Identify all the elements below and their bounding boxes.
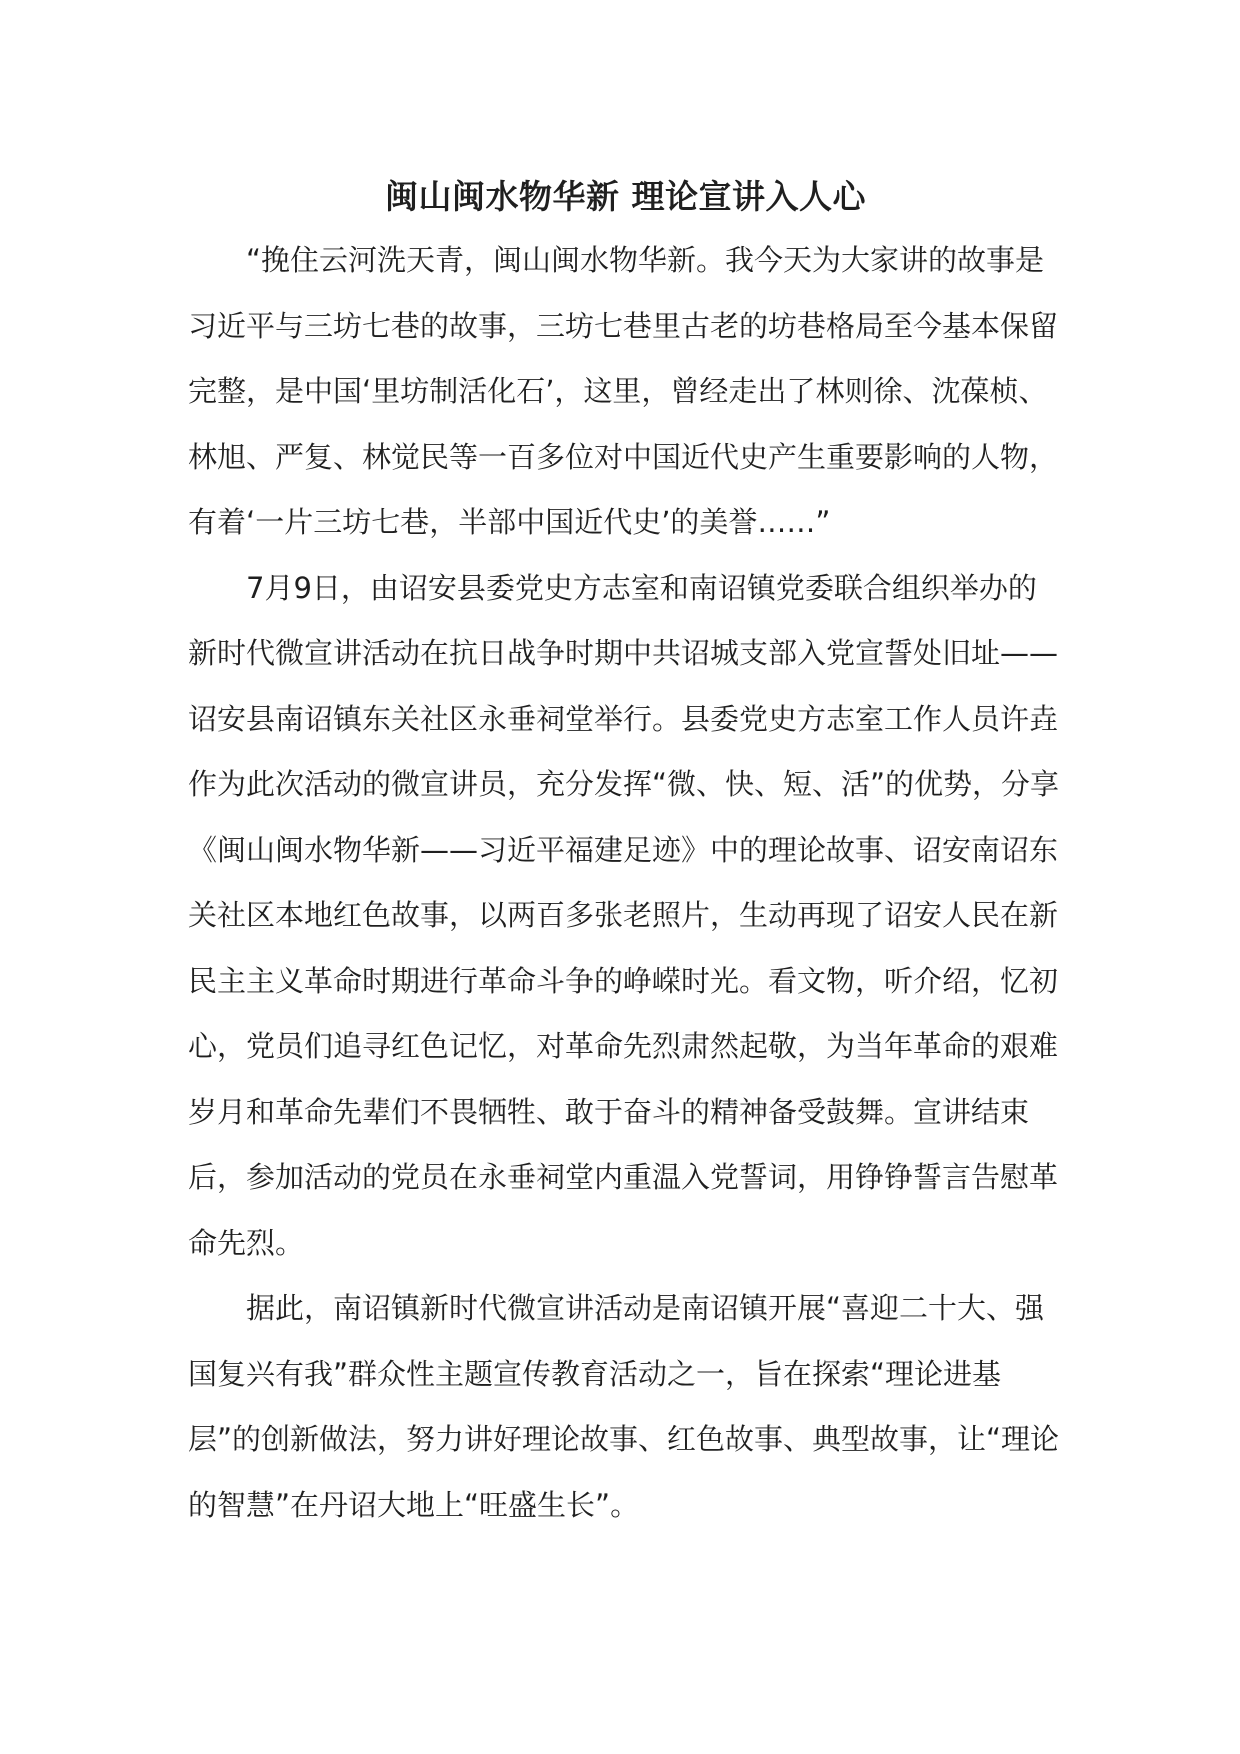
paragraph-intro-quote: “挽住云河洗天青，闽山闽水物华新。我今天为大家讲的故事是习近平与三坊七巷的故事，三坊七巷里古老的坊巷格局至今基本保留完整，是中国‘里坊制活化石’，这里，曾经走出了林则徐、沈葆桢、林旭、严复、林觉民等一百多位对中国近代史产生重要影响的人物，有着‘一片三坊七巷，半部中国近代史’的美誉……” [188,243,1059,539]
paragraph-conclusion: 据此，南诏镇新时代微宣讲活动是南诏镇开展“喜迎二十大、强国复兴有我”群众性主题宣传教育活动之一，旨在探索“理论进基层”的创新做法，努力讲好理论故事、红色故事、典型故事，让“理论的智慧”在丹诏大地上“旺盛生长”。 [188,1291,1060,1522]
paragraph-event-report: 7月9日，由诏安县委党史方志室和南诏镇党委联合组织举办的新时代微宣讲活动在抗日战争时期中共诏城支部入党宣誓处旧址——诏安县南诏镇东关社区永垂祠堂举行。县委党史方志室工作人员许垚作为此次活动的微宣讲员，充分发挥“微、快、短、活”的优势，分享《闽山闽水物华新——习近平福建足迹》中的理论故事、诏安南诏东关社区本地红色故事，以两百多张老照片，生动再现了诏安人民在新民主主义革命时期进行革命斗争的峥嵘时光。看文物，听介绍，忆初心，党员们追寻红色记忆，对革命先烈肃然起敬，为当年革命的艰难岁月和革命先辈们不畏牺牲、敢于奋斗的精神备受鼓舞。宣讲结束后，参加活动的党员在永垂祠堂内重温入党誓词，用铮铮誓言告慰革命先烈。 [188,570,1060,1260]
article-title: 闽山闽水物华新 理论宣讲入人心 [385,177,866,216]
article-body [188,174,1063,1538]
